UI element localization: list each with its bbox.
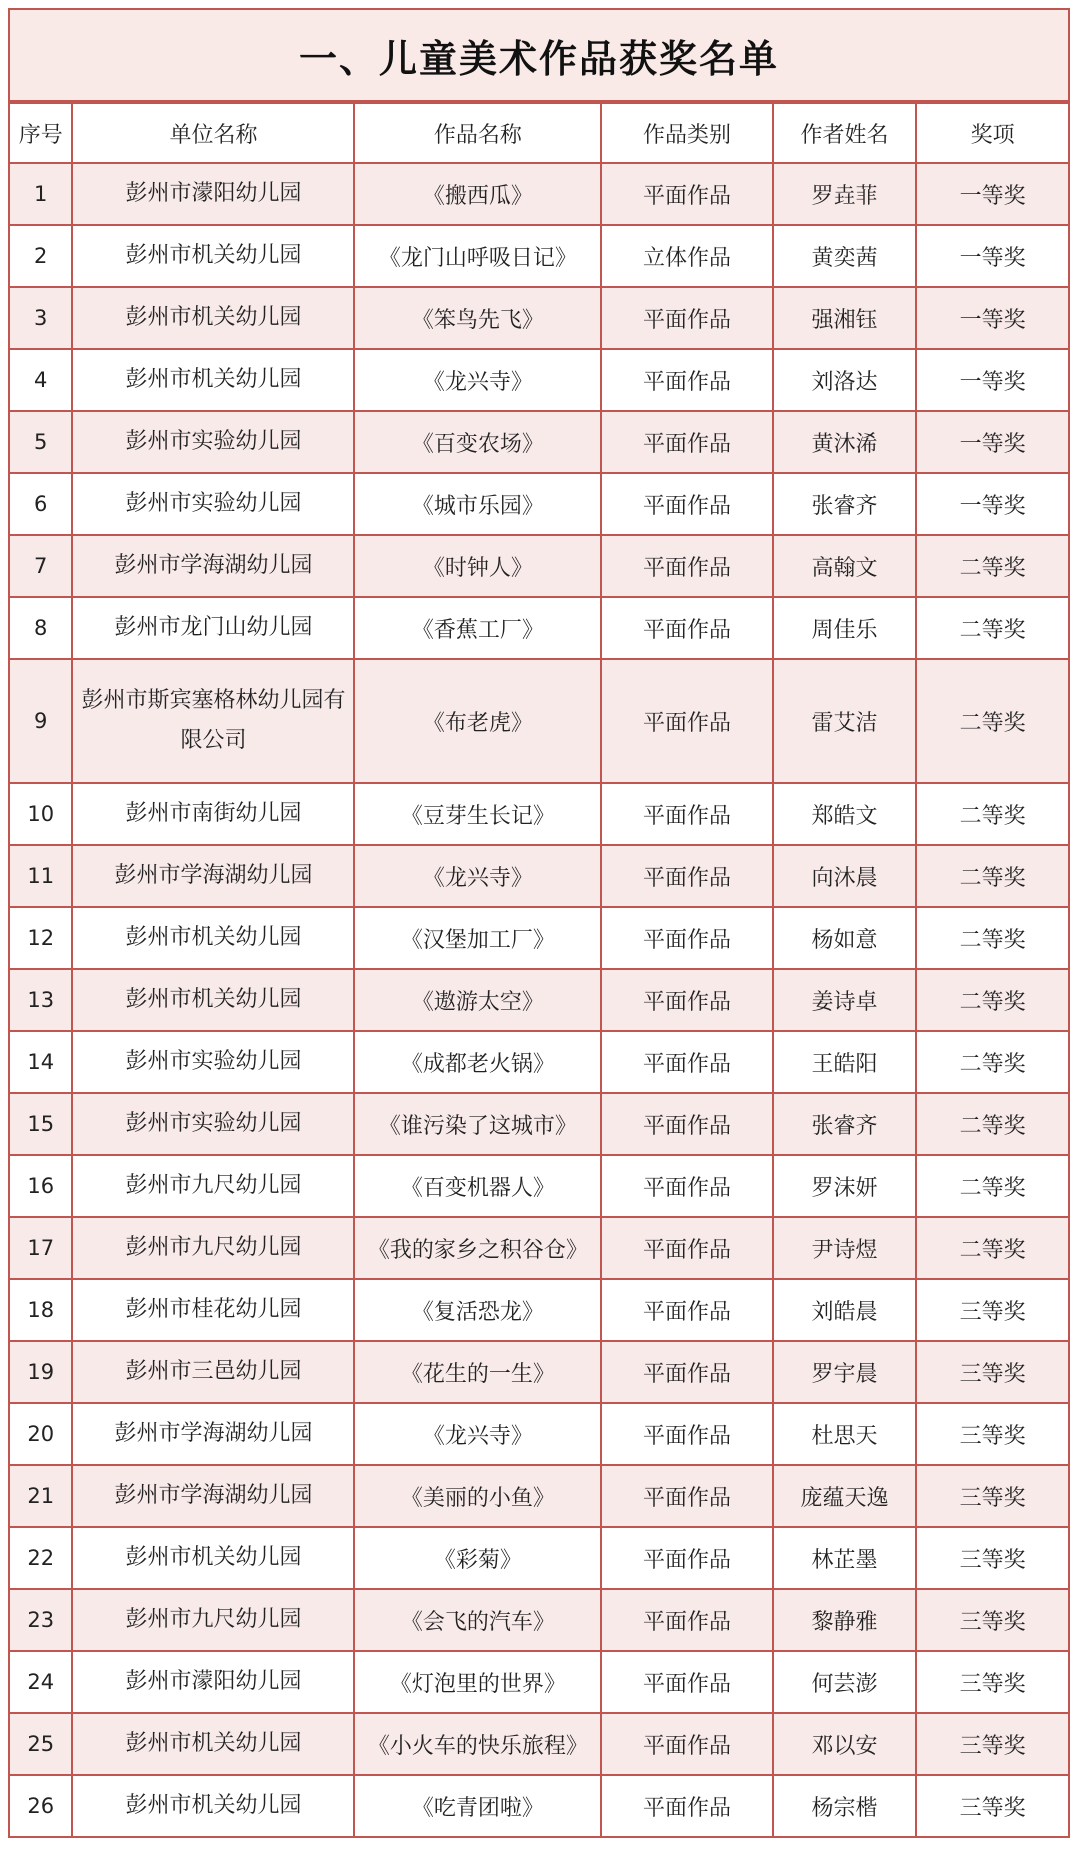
cell-work: 《花生的一生》 bbox=[354, 1341, 601, 1403]
cell-seq: 17 bbox=[9, 1217, 72, 1279]
cell-seq: 6 bbox=[9, 473, 72, 535]
header-work: 作品名称 bbox=[354, 103, 601, 163]
cell-author: 罗宇晨 bbox=[773, 1341, 916, 1403]
table-row bbox=[9, 287, 1069, 349]
cell-category: 平面作品 bbox=[601, 659, 773, 783]
cell-award: 一等奖 bbox=[916, 411, 1069, 473]
cell-work: 《城市乐园》 bbox=[354, 473, 601, 535]
table-row bbox=[9, 535, 1069, 597]
cell-seq: 2 bbox=[9, 225, 72, 287]
cell-author: 刘皓晨 bbox=[773, 1279, 916, 1341]
cell-author: 高翰文 bbox=[773, 535, 916, 597]
cell-category: 平面作品 bbox=[601, 907, 773, 969]
table-row bbox=[9, 473, 1069, 535]
cell-seq: 8 bbox=[9, 597, 72, 659]
cell-award: 二等奖 bbox=[916, 597, 1069, 659]
cell-author: 罗沫妍 bbox=[773, 1155, 916, 1217]
cell-seq: 20 bbox=[9, 1403, 72, 1465]
cell-seq: 18 bbox=[9, 1279, 72, 1341]
cell-category: 平面作品 bbox=[601, 969, 773, 1031]
cell-award: 三等奖 bbox=[916, 1589, 1069, 1651]
cell-award: 三等奖 bbox=[916, 1713, 1069, 1775]
cell-work: 《谁污染了这城市》 bbox=[354, 1093, 601, 1155]
cell-work: 《汉堡加工厂》 bbox=[354, 907, 601, 969]
cell-unit: 彭州市学海湖幼儿园 bbox=[72, 845, 354, 907]
cell-author: 向沐晨 bbox=[773, 845, 916, 907]
cell-award: 三等奖 bbox=[916, 1341, 1069, 1403]
cell-work: 《遨游太空》 bbox=[354, 969, 601, 1031]
award-table bbox=[8, 102, 1070, 1838]
page-title: 一、儿童美术作品获奖名单 bbox=[8, 8, 1070, 102]
cell-unit: 彭州市学海湖幼儿园 bbox=[72, 1465, 354, 1527]
cell-unit: 彭州市九尺幼儿园 bbox=[72, 1217, 354, 1279]
cell-author: 黄沐浠 bbox=[773, 411, 916, 473]
cell-author: 郑皓文 bbox=[773, 783, 916, 845]
table-row bbox=[9, 1527, 1069, 1589]
header-category: 作品类别 bbox=[601, 103, 773, 163]
cell-unit: 彭州市九尺幼儿园 bbox=[72, 1589, 354, 1651]
cell-award: 一等奖 bbox=[916, 225, 1069, 287]
header-award: 奖项 bbox=[916, 103, 1069, 163]
cell-author: 黄奕茜 bbox=[773, 225, 916, 287]
table-row bbox=[9, 1279, 1069, 1341]
cell-seq: 23 bbox=[9, 1589, 72, 1651]
cell-seq: 25 bbox=[9, 1713, 72, 1775]
table-row bbox=[9, 225, 1069, 287]
table-row bbox=[9, 597, 1069, 659]
cell-work: 《时钟人》 bbox=[354, 535, 601, 597]
cell-unit: 彭州市机关幼儿园 bbox=[72, 907, 354, 969]
cell-work: 《百变机器人》 bbox=[354, 1155, 601, 1217]
cell-seq: 14 bbox=[9, 1031, 72, 1093]
cell-work: 《龙兴寺》 bbox=[354, 1403, 601, 1465]
cell-unit: 彭州市三邑幼儿园 bbox=[72, 1341, 354, 1403]
cell-seq: 4 bbox=[9, 349, 72, 411]
cell-category: 平面作品 bbox=[601, 1031, 773, 1093]
cell-category: 平面作品 bbox=[601, 845, 773, 907]
cell-unit: 彭州市南街幼儿园 bbox=[72, 783, 354, 845]
cell-author: 强湘钰 bbox=[773, 287, 916, 349]
cell-award: 二等奖 bbox=[916, 907, 1069, 969]
cell-author: 雷艾洁 bbox=[773, 659, 916, 783]
cell-work: 《豆芽生长记》 bbox=[354, 783, 601, 845]
cell-award: 三等奖 bbox=[916, 1465, 1069, 1527]
cell-work: 《美丽的小鱼》 bbox=[354, 1465, 601, 1527]
cell-work: 《灯泡里的世界》 bbox=[354, 1651, 601, 1713]
table-row bbox=[9, 163, 1069, 225]
cell-seq: 1 bbox=[9, 163, 72, 225]
cell-author: 张睿齐 bbox=[773, 473, 916, 535]
cell-unit: 彭州市机关幼儿园 bbox=[72, 287, 354, 349]
cell-author: 杜思天 bbox=[773, 1403, 916, 1465]
cell-unit: 彭州市九尺幼儿园 bbox=[72, 1155, 354, 1217]
cell-unit: 彭州市斯宾塞格林幼儿园有限公司 bbox=[72, 659, 354, 783]
table-row bbox=[9, 411, 1069, 473]
cell-author: 杨宗楷 bbox=[773, 1775, 916, 1837]
cell-author: 罗垚菲 bbox=[773, 163, 916, 225]
cell-category: 平面作品 bbox=[601, 1465, 773, 1527]
cell-award: 二等奖 bbox=[916, 659, 1069, 783]
cell-work: 《彩菊》 bbox=[354, 1527, 601, 1589]
cell-seq: 24 bbox=[9, 1651, 72, 1713]
table-row bbox=[9, 1155, 1069, 1217]
cell-seq: 11 bbox=[9, 845, 72, 907]
cell-category: 平面作品 bbox=[601, 287, 773, 349]
cell-seq: 21 bbox=[9, 1465, 72, 1527]
cell-work: 《吃青团啦》 bbox=[354, 1775, 601, 1837]
table-row bbox=[9, 783, 1069, 845]
cell-seq: 16 bbox=[9, 1155, 72, 1217]
cell-award: 二等奖 bbox=[916, 1217, 1069, 1279]
cell-author: 何芸澎 bbox=[773, 1651, 916, 1713]
cell-category: 平面作品 bbox=[601, 535, 773, 597]
cell-category: 平面作品 bbox=[601, 473, 773, 535]
table-row bbox=[9, 1093, 1069, 1155]
cell-award: 三等奖 bbox=[916, 1279, 1069, 1341]
table-row bbox=[9, 1775, 1069, 1837]
cell-category: 平面作品 bbox=[601, 597, 773, 659]
table-row bbox=[9, 1031, 1069, 1093]
cell-category: 平面作品 bbox=[601, 1155, 773, 1217]
cell-award: 二等奖 bbox=[916, 969, 1069, 1031]
table-row bbox=[9, 1341, 1069, 1403]
table-row bbox=[9, 1217, 1069, 1279]
cell-work: 《复活恐龙》 bbox=[354, 1279, 601, 1341]
cell-unit: 彭州市实验幼儿园 bbox=[72, 1093, 354, 1155]
cell-unit: 彭州市桂花幼儿园 bbox=[72, 1279, 354, 1341]
cell-work: 《小火车的快乐旅程》 bbox=[354, 1713, 601, 1775]
cell-category: 平面作品 bbox=[601, 1713, 773, 1775]
header-author: 作者姓名 bbox=[773, 103, 916, 163]
cell-unit: 彭州市机关幼儿园 bbox=[72, 1713, 354, 1775]
cell-unit: 彭州市机关幼儿园 bbox=[72, 349, 354, 411]
cell-unit: 彭州市濛阳幼儿园 bbox=[72, 163, 354, 225]
cell-author: 林芷墨 bbox=[773, 1527, 916, 1589]
cell-unit: 彭州市机关幼儿园 bbox=[72, 1775, 354, 1837]
cell-award: 二等奖 bbox=[916, 1031, 1069, 1093]
table-row bbox=[9, 845, 1069, 907]
cell-seq: 5 bbox=[9, 411, 72, 473]
table-row bbox=[9, 969, 1069, 1031]
cell-category: 平面作品 bbox=[601, 1093, 773, 1155]
cell-work: 《布老虎》 bbox=[354, 659, 601, 783]
cell-unit: 彭州市龙门山幼儿园 bbox=[72, 597, 354, 659]
cell-category: 平面作品 bbox=[601, 1589, 773, 1651]
table-row bbox=[9, 1465, 1069, 1527]
cell-seq: 12 bbox=[9, 907, 72, 969]
cell-unit: 彭州市濛阳幼儿园 bbox=[72, 1651, 354, 1713]
cell-unit: 彭州市学海湖幼儿园 bbox=[72, 1403, 354, 1465]
cell-category: 平面作品 bbox=[601, 783, 773, 845]
cell-seq: 7 bbox=[9, 535, 72, 597]
table-row bbox=[9, 907, 1069, 969]
cell-author: 周佳乐 bbox=[773, 597, 916, 659]
cell-category: 平面作品 bbox=[601, 1217, 773, 1279]
cell-author: 庞蕴天逸 bbox=[773, 1465, 916, 1527]
cell-award: 二等奖 bbox=[916, 845, 1069, 907]
cell-unit: 彭州市实验幼儿园 bbox=[72, 473, 354, 535]
cell-seq: 22 bbox=[9, 1527, 72, 1589]
cell-seq: 10 bbox=[9, 783, 72, 845]
cell-award: 一等奖 bbox=[916, 473, 1069, 535]
cell-unit: 彭州市实验幼儿园 bbox=[72, 411, 354, 473]
cell-work: 《龙兴寺》 bbox=[354, 349, 601, 411]
cell-award: 二等奖 bbox=[916, 535, 1069, 597]
cell-seq: 26 bbox=[9, 1775, 72, 1837]
cell-work: 《龙门山呼吸日记》 bbox=[354, 225, 601, 287]
cell-work: 《会飞的汽车》 bbox=[354, 1589, 601, 1651]
cell-author: 刘洛达 bbox=[773, 349, 916, 411]
cell-award: 一等奖 bbox=[916, 349, 1069, 411]
cell-award: 三等奖 bbox=[916, 1403, 1069, 1465]
table-row bbox=[9, 1713, 1069, 1775]
cell-category: 平面作品 bbox=[601, 163, 773, 225]
cell-category: 平面作品 bbox=[601, 1527, 773, 1589]
table-header-row bbox=[9, 103, 1069, 163]
cell-author: 尹诗煜 bbox=[773, 1217, 916, 1279]
cell-category: 平面作品 bbox=[601, 1651, 773, 1713]
cell-seq: 13 bbox=[9, 969, 72, 1031]
cell-unit: 彭州市机关幼儿园 bbox=[72, 1527, 354, 1589]
table-row bbox=[9, 659, 1069, 783]
cell-author: 黎静雅 bbox=[773, 1589, 916, 1651]
cell-author: 邓以安 bbox=[773, 1713, 916, 1775]
cell-award: 二等奖 bbox=[916, 783, 1069, 845]
cell-award: 二等奖 bbox=[916, 1155, 1069, 1217]
cell-category: 平面作品 bbox=[601, 411, 773, 473]
cell-category: 平面作品 bbox=[601, 1775, 773, 1837]
table-row bbox=[9, 1403, 1069, 1465]
cell-category: 立体作品 bbox=[601, 225, 773, 287]
cell-work: 《龙兴寺》 bbox=[354, 845, 601, 907]
cell-seq: 15 bbox=[9, 1093, 72, 1155]
award-list-document bbox=[8, 8, 1070, 1838]
cell-seq: 9 bbox=[9, 659, 72, 783]
table-row bbox=[9, 349, 1069, 411]
cell-work: 《香蕉工厂》 bbox=[354, 597, 601, 659]
cell-author: 王皓阳 bbox=[773, 1031, 916, 1093]
cell-seq: 19 bbox=[9, 1341, 72, 1403]
cell-award: 一等奖 bbox=[916, 163, 1069, 225]
header-seq: 序号 bbox=[9, 103, 72, 163]
cell-work: 《我的家乡之积谷仓》 bbox=[354, 1217, 601, 1279]
cell-category: 平面作品 bbox=[601, 1341, 773, 1403]
cell-work: 《笨鸟先飞》 bbox=[354, 287, 601, 349]
cell-category: 平面作品 bbox=[601, 1403, 773, 1465]
cell-work: 《成都老火锅》 bbox=[354, 1031, 601, 1093]
cell-category: 平面作品 bbox=[601, 349, 773, 411]
cell-author: 杨如意 bbox=[773, 907, 916, 969]
header-unit: 单位名称 bbox=[72, 103, 354, 163]
cell-seq: 3 bbox=[9, 287, 72, 349]
cell-unit: 彭州市机关幼儿园 bbox=[72, 969, 354, 1031]
cell-award: 三等奖 bbox=[916, 1651, 1069, 1713]
cell-unit: 彭州市机关幼儿园 bbox=[72, 225, 354, 287]
cell-work: 《百变农场》 bbox=[354, 411, 601, 473]
cell-award: 一等奖 bbox=[916, 287, 1069, 349]
cell-award: 三等奖 bbox=[916, 1527, 1069, 1589]
cell-award: 二等奖 bbox=[916, 1093, 1069, 1155]
cell-unit: 彭州市学海湖幼儿园 bbox=[72, 535, 354, 597]
cell-award: 三等奖 bbox=[916, 1775, 1069, 1837]
table-row bbox=[9, 1651, 1069, 1713]
table-row bbox=[9, 1589, 1069, 1651]
cell-author: 张睿齐 bbox=[773, 1093, 916, 1155]
cell-work: 《搬西瓜》 bbox=[354, 163, 601, 225]
cell-unit: 彭州市实验幼儿园 bbox=[72, 1031, 354, 1093]
cell-author: 姜诗卓 bbox=[773, 969, 916, 1031]
cell-category: 平面作品 bbox=[601, 1279, 773, 1341]
